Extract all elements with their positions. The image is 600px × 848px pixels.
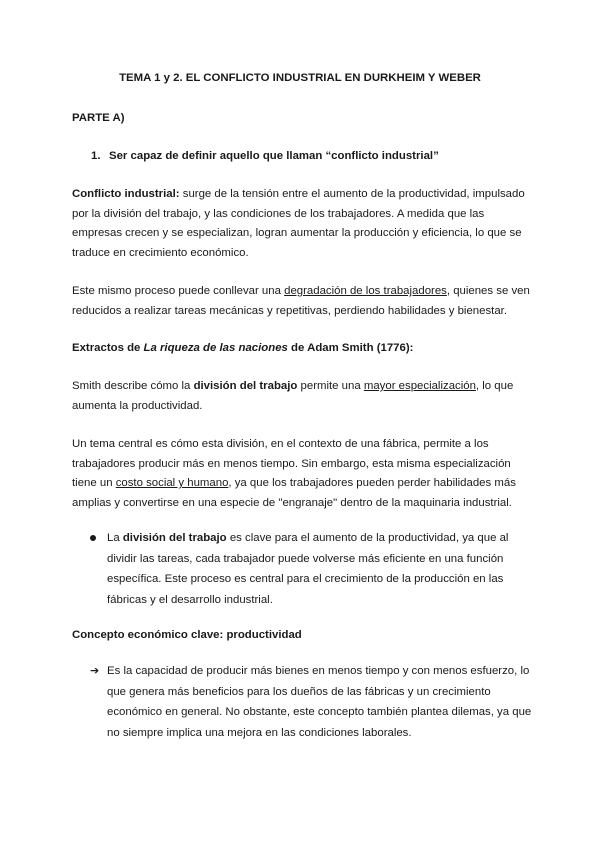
paragraph-central-theme: [72, 435, 532, 513]
book-title: La riqueza de las naciones: [143, 342, 288, 354]
underlined-phrase: costo social y humano: [115, 477, 229, 489]
bold-phrase: división del trabajo: [193, 380, 298, 392]
text-run: La: [107, 532, 123, 544]
item-text: Ser capaz de definir aquello que llaman “conflicto industrial”: [109, 150, 439, 162]
document-title: TEMA 1 y 2. EL CONFLICTO INDUSTRIAL EN DURKHEIM Y WEBER: [119, 72, 481, 84]
arrow-item-text: Es la capacidad de producir más bienes en menos tiempo y con menos esfuerzo, lo que genera más beneficios para los dueños de las fábricas y un crecimiento económico en general. No obstante, este concepto también plantea dilemas, ya que no siempre implica una mejora en las condiciones laborales.: [107, 665, 532, 739]
text-run: Extractos de: [72, 342, 144, 354]
text-run: , ya que los trabajadores pueden perder habilidades más amplias y convertirse en una especie de "engranaje" dentro de la maquinaria industrial.: [72, 477, 516, 509]
paragraph-smith: [72, 377, 532, 416]
text-run: permite una: [297, 380, 364, 392]
underlined-phrase: mayor especialización: [363, 380, 476, 392]
text-run: Smith describe cómo la: [72, 380, 194, 392]
bold-phrase: división del trabajo: [122, 532, 227, 544]
paragraph-degradation: [72, 282, 532, 321]
bullet-dot-icon: [90, 528, 106, 549]
definition-term: Conflicto industrial:: [72, 188, 180, 200]
numbered-item-1: [91, 147, 531, 167]
text-run: , lo que aumenta la productividad.: [72, 380, 514, 412]
definition-text: surge de la tensión entre el aumento de la productividad, impulsado por la división del trabajo, y las condiciones de los trabajadores. A medida que las empresas crecen y se especializan, logran aumentar la producción y eficiencia, lo que se traduce en crecimiento económico.: [72, 188, 525, 259]
text-run: de Adam Smith (1776):: [287, 342, 414, 354]
text-run: Un tema central es cómo esta división, en el contexto de una fábrica, permite a los trabajadores producir más en menos tiempo. Sin embargo, esta misma especialización tiene un: [72, 438, 511, 489]
text-run: , quienes se ven reducidos a realizar tareas mecánicas y repetitivas, perdiendo habilidades y bienestar.: [72, 285, 530, 317]
bullet-text: [107, 528, 532, 610]
extracts-heading: [72, 339, 532, 359]
concept-heading: Concepto económico clave: productividad: [72, 629, 302, 641]
underlined-phrase: degradación de los trabajadores: [284, 285, 447, 297]
paragraph-definition: [72, 185, 532, 263]
arrow-right-icon: ➔: [90, 664, 100, 677]
text-run: es clave para el aumento de la productividad, ya que al dividir las tareas, cada trabajador puede volverse más eficiente en una función específica. Este proceso es central para el crecimiento de la producción en las fábricas y el desarrollo industrial.: [107, 532, 509, 606]
part-heading: PARTE A): [72, 112, 125, 124]
text-run: Este mismo proceso puede conllevar una: [72, 285, 285, 297]
item-number: 1.: [91, 150, 101, 162]
